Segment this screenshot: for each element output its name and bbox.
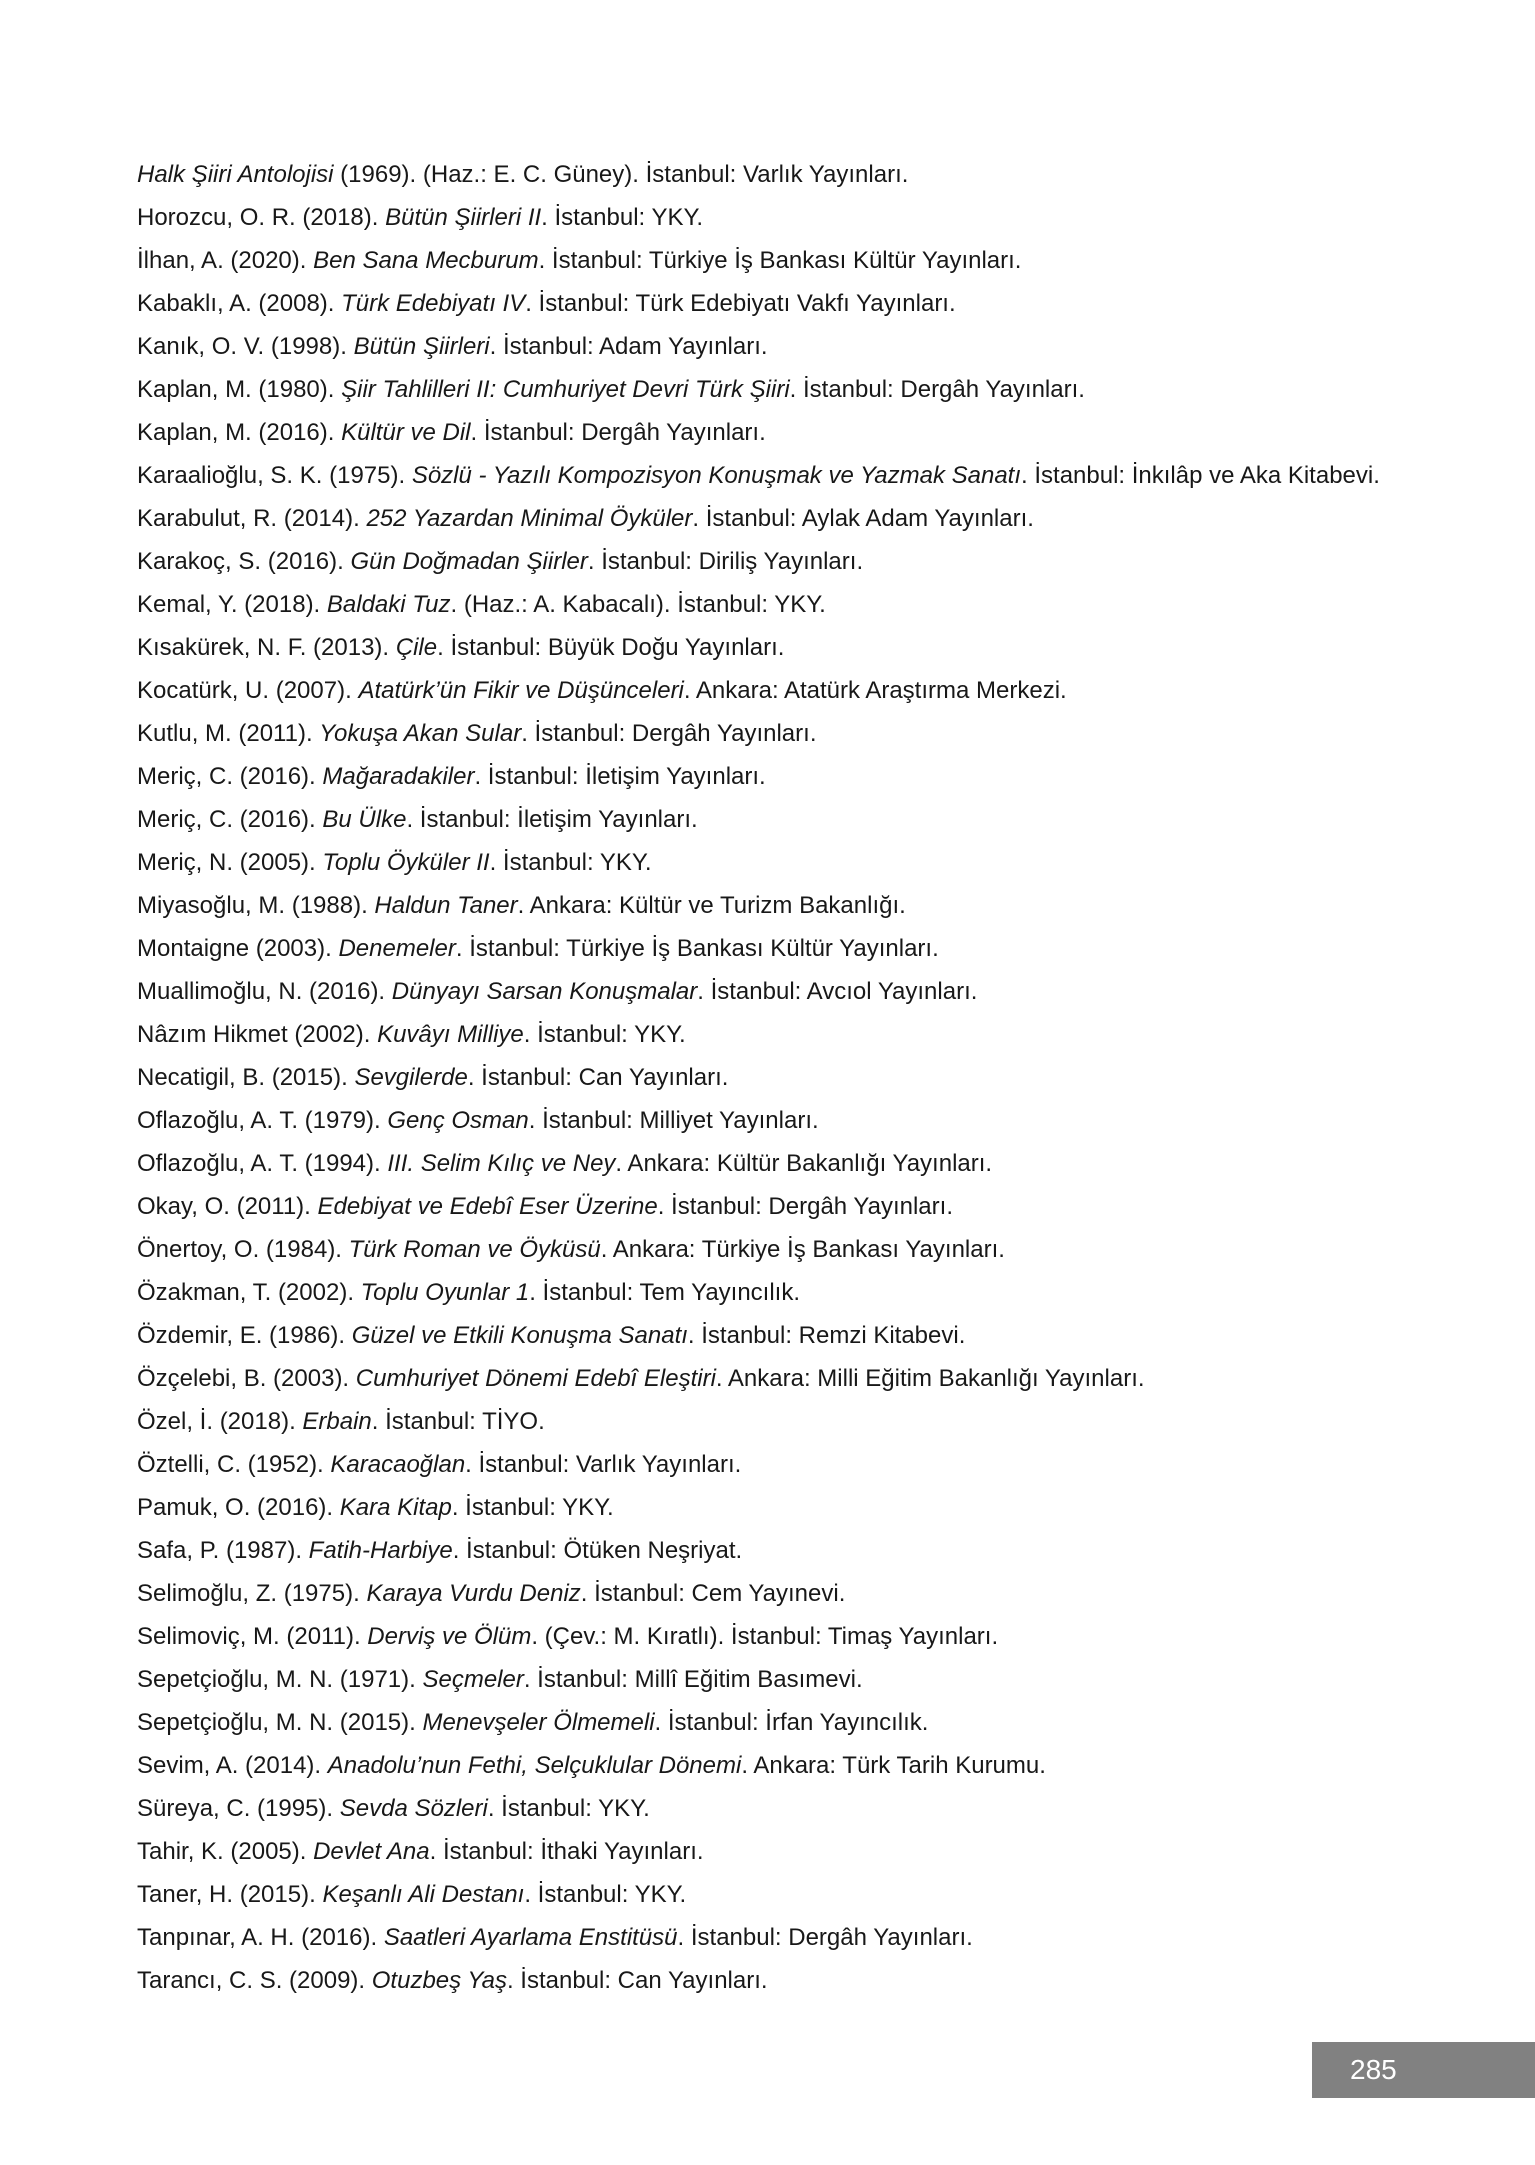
reference-entry <box>137 239 1380 282</box>
reference-text: Sevim, A. (2014). <box>137 1752 328 1779</box>
reference-text: Süreya, C. (1995). <box>137 1795 340 1822</box>
reference-entry <box>137 1228 1380 1271</box>
reference-entry <box>137 1314 1380 1357</box>
reference-text: Selimoğlu, Z. (1975). <box>137 1580 367 1607</box>
reference-text: . İstanbul: Can Yayınları. <box>506 1967 768 1994</box>
reference-text: Kanık, O. V. (1998). <box>137 333 354 360</box>
reference-title: Yokuşa Akan Sular <box>319 720 522 747</box>
reference-title: Sözlü - Yazılı Kompozisyon Konuşmak ve Yazmak Sanatı <box>411 462 1022 489</box>
reference-text: . Ankara: Kültür ve Turizm Bakanlığı. <box>517 892 906 919</box>
reference-title: Genç Osman <box>387 1107 529 1134</box>
reference-text: Meriç, C. (2016). <box>137 763 323 790</box>
reference-text: Selimoviç, M. (2011). <box>137 1623 368 1650</box>
reference-title: Türk Edebiyatı IV <box>341 290 526 317</box>
reference-text: . İstanbul: Dergâh Yayınları. <box>677 1924 973 1951</box>
reference-text: . İstanbul: Tem Yayıncılık. <box>529 1279 801 1306</box>
reference-text: Safa, P. (1987). <box>137 1537 309 1564</box>
reference-text: Özakman, T. (2002). <box>137 1279 361 1306</box>
reference-entry <box>137 282 1380 325</box>
reference-title: Dünyayı Sarsan Konuşmalar <box>391 978 698 1005</box>
reference-title: Sevda Sözleri <box>339 1795 488 1822</box>
reference-entry <box>137 1572 1380 1615</box>
reference-title: Toplu Öyküler II <box>322 849 490 876</box>
reference-title: Haldun Taner <box>374 892 518 919</box>
reference-entry <box>137 1873 1380 1916</box>
reference-entry <box>137 755 1380 798</box>
reference-title: Çile <box>395 634 438 661</box>
reference-entry <box>137 1658 1380 1701</box>
reference-title: Bütün Şiirleri <box>353 333 490 360</box>
reference-entry <box>137 669 1380 712</box>
reference-text: . İstanbul: Dergâh Yayınları. <box>657 1193 953 1220</box>
reference-text: Kısakürek, N. F. (2013). <box>137 634 396 661</box>
reference-text: Kemal, Y. (2018). <box>137 591 327 618</box>
reference-text: . İstanbul: İnkılâp ve Aka Kitabevi. <box>1021 462 1380 489</box>
reference-entry <box>137 325 1380 368</box>
reference-text: . İstanbul: Ötüken Neşriyat. <box>452 1537 743 1564</box>
reference-title: Kültür ve Dil <box>341 419 471 446</box>
reference-title: Cumhuriyet Dönemi Edebî Eleştiri <box>355 1365 716 1392</box>
reference-title: Türk Roman ve Öyküsü <box>348 1236 601 1263</box>
reference-text: . İstanbul: İletişim Yayınları. <box>406 806 698 833</box>
reference-title: Edebiyat ve Edebî Eser Üzerine <box>317 1193 658 1220</box>
reference-title: Kara Kitap <box>339 1494 452 1521</box>
reference-title: Atatürk’ün Fikir ve Düşünceleri <box>358 677 684 704</box>
reference-text: Okay, O. (2011). <box>137 1193 318 1220</box>
reference-entry <box>137 368 1380 411</box>
reference-entry <box>137 970 1380 1013</box>
reference-title: Toplu Oyunlar 1 <box>360 1279 530 1306</box>
reference-text: . Ankara: Türkiye İş Bankası Yayınları. <box>600 1236 1005 1263</box>
reference-text: . İstanbul: Remzi Kitabevi. <box>687 1322 966 1349</box>
reference-text: Tanpınar, A. H. (2016). <box>137 1924 384 1951</box>
reference-text: . İstanbul: Türk Edebiyatı Vakfı Yayınları. <box>525 290 956 317</box>
reference-text: . İstanbul: Varlık Yayınları. <box>465 1451 742 1478</box>
reference-text: . İstanbul: YKY. <box>487 1795 650 1822</box>
reference-entry <box>137 1830 1380 1873</box>
reference-entry <box>137 1701 1380 1744</box>
page-number-badge <box>1312 2042 1535 2098</box>
reference-text: Özçelebi, B. (2003). <box>137 1365 356 1392</box>
reference-entry <box>137 497 1380 540</box>
reference-entry <box>137 1959 1380 2002</box>
reference-text: . (Çev.: M. Kıratlı). İstanbul: Timaş Yayınları. <box>531 1623 999 1650</box>
reference-text: . İstanbul: Dergâh Yayınları. <box>789 376 1085 403</box>
reference-entry <box>137 196 1380 239</box>
reference-entry <box>137 1486 1380 1529</box>
reference-title: Seçmeler <box>422 1666 524 1693</box>
reference-text: . İstanbul: Cem Yayınevi. <box>580 1580 846 1607</box>
reference-entry <box>137 153 1380 196</box>
reference-text: . İstanbul: Milliyet Yayınları. <box>528 1107 819 1134</box>
reference-text: . İstanbul: Aylak Adam Yayınları. <box>692 505 1034 532</box>
reference-text: . İstanbul: Millî Eğitim Basımevi. <box>523 1666 863 1693</box>
reference-entry <box>137 1185 1380 1228</box>
reference-text: Kutlu, M. (2011). <box>137 720 320 747</box>
reference-title: 252 Yazardan Minimal Öyküler <box>366 505 693 532</box>
reference-entry <box>137 1787 1380 1830</box>
reference-text: Kabaklı, A. (2008). <box>137 290 342 317</box>
reference-text: Oflazoğlu, A. T. (1979). <box>137 1107 388 1134</box>
reference-text: Karabulut, R. (2014). <box>137 505 367 532</box>
reference-entry <box>137 1744 1380 1787</box>
reference-entry <box>137 1056 1380 1099</box>
reference-text: Sepetçioğlu, M. N. (2015). <box>137 1709 423 1736</box>
reference-text: Necatigil, B. (2015). <box>137 1064 355 1091</box>
reference-text: Miyasoğlu, M. (1988). <box>137 892 375 919</box>
reference-text: Pamuk, O. (2016). <box>137 1494 340 1521</box>
reference-entry <box>137 1013 1380 1056</box>
reference-text: Taner, H. (2015). <box>137 1881 323 1908</box>
reference-text: Özel, İ. (2018). <box>137 1408 303 1435</box>
reference-text: . İstanbul: YKY. <box>489 849 652 876</box>
reference-text: . Ankara: Milli Eğitim Bakanlığı Yayınları. <box>715 1365 1145 1392</box>
reference-entry <box>137 927 1380 970</box>
reference-text: Özdemir, E. (1986). <box>137 1322 352 1349</box>
reference-entry <box>137 884 1380 927</box>
reference-entry <box>137 454 1380 497</box>
reference-title: Keşanlı Ali Destanı <box>322 1881 525 1908</box>
reference-text: . İstanbul: Büyük Doğu Yayınları. <box>437 634 785 661</box>
reference-entry <box>137 1400 1380 1443</box>
reference-title: Karaya Vurdu Deniz <box>366 1580 581 1607</box>
reference-text: Karaalioğlu, S. K. (1975). <box>137 462 412 489</box>
reference-title: Fatih-Harbiye <box>308 1537 453 1564</box>
reference-entry <box>137 841 1380 884</box>
reference-title: Sevgilerde <box>354 1064 468 1091</box>
reference-list <box>137 153 1380 2002</box>
reference-entry <box>137 1099 1380 1142</box>
reference-title: Ben Sana Mecburum <box>313 247 539 274</box>
reference-title: Baldaki Tuz <box>326 591 451 618</box>
reference-text: . Ankara: Türk Tarih Kurumu. <box>741 1752 1046 1779</box>
reference-text: . İstanbul: YKY. <box>541 204 704 231</box>
reference-text: Horozcu, O. R. (2018). <box>137 204 386 231</box>
reference-title: Kuvâyı Milliye <box>377 1021 524 1048</box>
reference-entry <box>137 411 1380 454</box>
reference-entry <box>137 1615 1380 1658</box>
reference-entry <box>137 1357 1380 1400</box>
reference-text: Karakoç, S. (2016). <box>137 548 351 575</box>
reference-title: Devlet Ana <box>313 1838 430 1865</box>
reference-title: Güzel ve Etkili Konuşma Sanatı <box>351 1322 688 1349</box>
reference-text: Meriç, N. (2005). <box>137 849 323 876</box>
reference-entry <box>137 1142 1380 1185</box>
reference-text: . İstanbul: YKY. <box>523 1021 686 1048</box>
reference-text: Tarancı, C. S. (2009). <box>137 1967 372 1994</box>
reference-text: Önertoy, O. (1984). <box>137 1236 349 1263</box>
reference-entry <box>137 540 1380 583</box>
reference-entry <box>137 1271 1380 1314</box>
reference-text: . (Haz.: A. Kabacalı). İstanbul: YKY. <box>450 591 826 618</box>
reference-entry <box>137 798 1380 841</box>
reference-text: . İstanbul: YKY. <box>524 1881 687 1908</box>
reference-text: . İstanbul: Türkiye İş Bankası Kültür Yayınları. <box>455 935 939 962</box>
reference-text: Montaigne (2003). <box>137 935 339 962</box>
reference-text: Muallimoğlu, N. (2016). <box>137 978 392 1005</box>
reference-title: Mağaradakiler <box>322 763 475 790</box>
reference-text: İlhan, A. (2020). <box>137 247 314 274</box>
reference-text: . Ankara: Atatürk Araştırma Merkezi. <box>683 677 1067 704</box>
reference-text: . İstanbul: TİYO. <box>371 1408 545 1435</box>
reference-text: . İstanbul: Diriliş Yayınları. <box>587 548 864 575</box>
reference-title: Gün Doğmadan Şiirler <box>350 548 588 575</box>
reference-entry <box>137 1529 1380 1572</box>
reference-text: Sepetçioğlu, M. N. (1971). <box>137 1666 423 1693</box>
reference-title: Anadolu’nun Fethi, Selçuklular Dönemi <box>327 1752 742 1779</box>
reference-title: III. Selim Kılıç ve Ney <box>387 1150 616 1177</box>
reference-title: Şiir Tahlilleri II: Cumhuriyet Devri Türk Şiiri <box>341 376 790 403</box>
reference-title: Saatleri Ayarlama Enstitüsü <box>383 1924 678 1951</box>
reference-text: . İstanbul: Can Yayınları. <box>467 1064 729 1091</box>
reference-text: . İstanbul: İrfan Yayıncılık. <box>654 1709 929 1736</box>
reference-title: Menevşeler Ölmemeli <box>422 1709 655 1736</box>
reference-title: Otuzbeş Yaş <box>371 1967 507 1994</box>
reference-text: . İstanbul: Türkiye İş Bankası Kültür Yayınları. <box>538 247 1022 274</box>
reference-title: Karacaoğlan <box>330 1451 466 1478</box>
reference-text: Kaplan, M. (1980). <box>137 376 342 403</box>
reference-text: . İstanbul: İthaki Yayınları. <box>429 1838 704 1865</box>
reference-title: Bütün Şiirleri II <box>385 204 542 231</box>
reference-text: . Ankara: Kültür Bakanlığı Yayınları. <box>615 1150 993 1177</box>
reference-text: Öztelli, C. (1952). <box>137 1451 331 1478</box>
reference-title: Denemeler <box>338 935 456 962</box>
reference-text: Meriç, C. (2016). <box>137 806 323 833</box>
reference-text: Oflazoğlu, A. T. (1994). <box>137 1150 388 1177</box>
reference-text: . İstanbul: İletişim Yayınları. <box>474 763 766 790</box>
reference-title: Erbain <box>302 1408 372 1435</box>
reference-text: . İstanbul: Adam Yayınları. <box>489 333 768 360</box>
reference-entry <box>137 1916 1380 1959</box>
reference-entry <box>137 712 1380 755</box>
reference-text: Kaplan, M. (2016). <box>137 419 342 446</box>
reference-entry <box>137 1443 1380 1486</box>
reference-text: . İstanbul: Dergâh Yayınları. <box>470 419 766 446</box>
reference-text: (1969). (Haz.: E. C. Güney). İstanbul: Varlık Yayınları. <box>333 161 909 188</box>
reference-text: . İstanbul: Dergâh Yayınları. <box>521 720 817 747</box>
reference-title: Derviş ve Ölüm <box>367 1623 532 1650</box>
reference-title: Halk Şiiri Antolojisi <box>137 161 334 188</box>
reference-text: . İstanbul: Avcıol Yayınları. <box>697 978 978 1005</box>
reference-text: . İstanbul: YKY. <box>451 1494 614 1521</box>
reference-entry <box>137 626 1380 669</box>
reference-text: Tahir, K. (2005). <box>137 1838 314 1865</box>
reference-text: Kocatürk, U. (2007). <box>137 677 359 704</box>
page-number: 285 <box>1350 2054 1397 2085</box>
reference-title: Bu Ülke <box>322 806 407 833</box>
reference-text: Nâzım Hikmet (2002). <box>137 1021 378 1048</box>
reference-entry <box>137 583 1380 626</box>
